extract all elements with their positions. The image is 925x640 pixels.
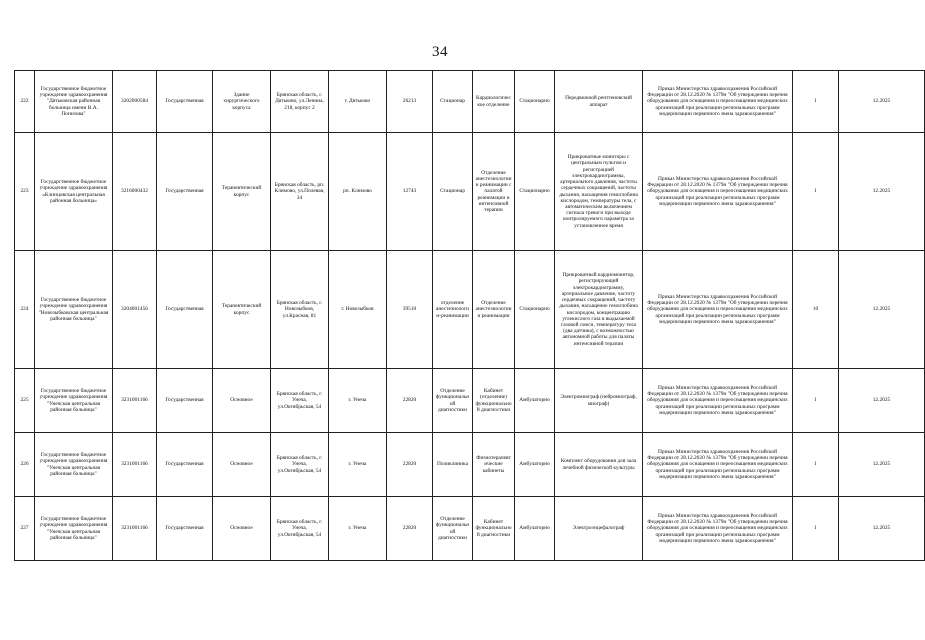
order-cell: Приказ Министерства здравоохранения Российской Федерации от 28.12.2020 № 1379н "Об утверждении перечня оборудования для оснащения и переоснащения медицинских организаций при реализации региональных программ модернизации первичного звена здравоохранения" [643,433,793,497]
inn-cell: 3231001166 [113,497,157,561]
institution-cell: Государственное бюджетное учреждение здравоохранения "Унечская центральная районная больница" [35,433,113,497]
date-cell: 12.2025 [839,71,925,133]
department-cell: Кабинет функциональной диагностики [473,497,515,561]
ownership-cell: Государственная [157,369,213,433]
condition-cell: Стационарно [515,251,555,369]
table-row [15,133,925,251]
building-cell: Терапевтический корпус [213,133,271,251]
quantity-cell: 1 [793,71,839,133]
inn-cell: 3202000584 [113,71,157,133]
institution-cell: Государственное бюджетное учреждение здравоохранения "Новозыбковская центральная районная больница" [35,251,113,369]
row-number-cell: 223 [15,133,35,251]
inn-cell: 3231001166 [113,369,157,433]
address-cell: Брянская область, г. Дятьково, ул.Ленина, 218, корпус 2 [271,71,329,133]
date-cell: 12.2025 [839,497,925,561]
order-cell: Приказ Министерства здравоохранения Российской Федерации от 28.12.2020 № 1379н "Об утверждении перечня оборудования для оснащения и переоснащения медицинских организаций при реализации региональных программ модернизации первичного звена здравоохранения" [643,497,793,561]
order-cell: Приказ Министерства здравоохранения Российской Федерации от 28.12.2020 № 1379н "Об утверждении перечня оборудования для оснащения и переоснащения медицинских организаций при реализации региональных программ модернизации первичного звена здравоохранения" [643,133,793,251]
order-cell: Приказ Министерства здравоохранения Российской Федерации от 28.12.2020 № 1379н "Об утверждении перечня оборудования для оснащения и переоснащения медицинских организаций при реализации региональных программ модернизации первичного звена здравоохранения" [643,71,793,133]
institution-cell: Государственное бюджетное учреждение здравоохранения «Клинцовская центральная районная больница» [35,133,113,251]
locality-cell: г. Дятьково [329,71,387,133]
building-cell: Здание хирургического корпуса [213,71,271,133]
inn-cell: 3216000432 [113,133,157,251]
code-cell: 12743 [387,133,433,251]
code-cell: 22820 [387,497,433,561]
institution-cell: Государственное бюджетное учреждение здравоохранения "Унечская центральная районная больница" [35,369,113,433]
institution-cell: Государственное бюджетное учреждение здравоохранения "Унечская центральная районная больница" [35,497,113,561]
condition-cell: Амбулаторно [515,433,555,497]
code-cell: 39510 [387,251,433,369]
ownership-cell: Государственная [157,71,213,133]
row-number-cell: 225 [15,369,35,433]
ownership-cell: Государственная [157,133,213,251]
table-body [15,71,925,561]
quantity-cell: 1 [793,433,839,497]
table-row [15,433,925,497]
care-type-cell: Отделение функциональной диагностики [433,369,473,433]
code-cell: 22820 [387,433,433,497]
department-cell: Кардиологическое отделение [473,71,515,133]
date-cell: 12.2025 [839,369,925,433]
building-cell: Терапевтический корпус [213,251,271,369]
row-number-cell: 224 [15,251,35,369]
table-row [15,369,925,433]
address-cell: Брянская область, г. Унеча, ул.Октябрьская, 54 [271,433,329,497]
equipment-cell: Электромиограф (нейромиограф, миограф) [555,369,643,433]
equipment-cell: Прикроватный кардиомонитор, регистрирующий электрокардиограмму, артериальное давление, частоту сердечных сокращений, частоту дыхания, насыщение гемоглобина кислородом, концентрацию углекислого газа в выдыхаемой газовой смеси, температуру тела (два датчика), с возможностью автономной работы для палаты интенсивной терапии [555,251,643,369]
locality-cell: г. Новозыбков [329,251,387,369]
quantity-cell: 1 [793,497,839,561]
ownership-cell: Государственная [157,251,213,369]
row-number-cell: 222 [15,71,35,133]
inn-cell: 3231001166 [113,433,157,497]
address-cell: Брянская область, г. Новозыбков, ул.Красная, 81 [271,251,329,369]
locality-cell: г. Унеча [329,497,387,561]
department-cell: Кабинет (отделение) функциональной диагностики [473,369,515,433]
building-cell: Основное [213,369,271,433]
date-cell: 12.2025 [839,251,925,369]
department-cell: Физиотерапевтические кабинеты [473,433,515,497]
ownership-cell: Государственная [157,433,213,497]
address-cell: Брянская область, г. Унеча, ул.Октябрьская, 54 [271,369,329,433]
code-cell: 26213 [387,71,433,133]
locality-cell: г. Унеча [329,433,387,497]
equipment-table [14,70,925,561]
building-cell: Основное [213,497,271,561]
condition-cell: Амбулаторно [515,369,555,433]
row-number-cell: 226 [15,433,35,497]
address-cell: Брянская область, рп. Климово, ул.Полевая, 34 [271,133,329,251]
order-cell: Приказ Министерства здравоохранения Российской Федерации от 28.12.2020 № 1379н "Об утверждении перечня оборудования для оснащения и переоснащения медицинских организаций при реализации региональных программ модернизации первичного звена здравоохранения" [643,369,793,433]
order-cell: Приказ Министерства здравоохранения Российской Федерации от 28.12.2020 № 1379н "Об утверждении перечня оборудования для оснащения и переоснащения медицинских организаций при реализации региональных программ модернизации первичного звена здравоохранения" [643,251,793,369]
equipment-cell: Прикроватные мониторы с центральным пультом и регистрацией электрокардиограммы, артериального давления, частоты сердечных сокращений, частоты дыхания, насыщения гемоглобина кислородом, температуры тела, с автоматическим включением сигнала тревоги при выходе контролируемого параметра за установленное время [555,133,643,251]
date-cell: 12.2025 [839,433,925,497]
equipment-cell: Электроэнцефалограф [555,497,643,561]
locality-cell: г. Унеча [329,369,387,433]
code-cell: 22820 [387,369,433,433]
care-type-cell: Поликлиника [433,433,473,497]
table-row [15,71,925,133]
equipment-cell: Передвижной рентгеновский аппарат [555,71,643,133]
ownership-cell: Государственная [157,497,213,561]
quantity-cell: 1 [793,133,839,251]
care-type-cell: Стационар [433,71,473,133]
department-cell: Отделение анестезиологии и реанимации [473,251,515,369]
condition-cell: Стационарно [515,133,555,251]
table-row [15,251,925,369]
address-cell: Брянская область, г. Унеча, ул.Октябрьская, 54 [271,497,329,561]
institution-cell: Государственное бюджетное учреждение здравоохранения "Дятьковская районная больница имени В.А. Понизова" [35,71,113,133]
page-number: 34 [432,44,448,60]
inn-cell: 3204001456 [113,251,157,369]
equipment-cell: Комплект оборудования для зала лечебной физической культуры [555,433,643,497]
date-cell: 12.2025 [839,133,925,251]
care-type-cell: Стационар [433,133,473,251]
care-type-cell: отделение анестезиологии-реанимации [433,251,473,369]
building-cell: Основное [213,433,271,497]
condition-cell: Стационарно [515,71,555,133]
row-number-cell: 227 [15,497,35,561]
quantity-cell: 1 [793,369,839,433]
care-type-cell: Отделение функциональной диагностики [433,497,473,561]
quantity-cell: 10 [793,251,839,369]
table-row [15,497,925,561]
department-cell: Отделение анестезиологии и реанимации с палатой реанимации и интенсивной терапии [473,133,515,251]
condition-cell: Амбулаторно [515,497,555,561]
locality-cell: рп. Климово [329,133,387,251]
